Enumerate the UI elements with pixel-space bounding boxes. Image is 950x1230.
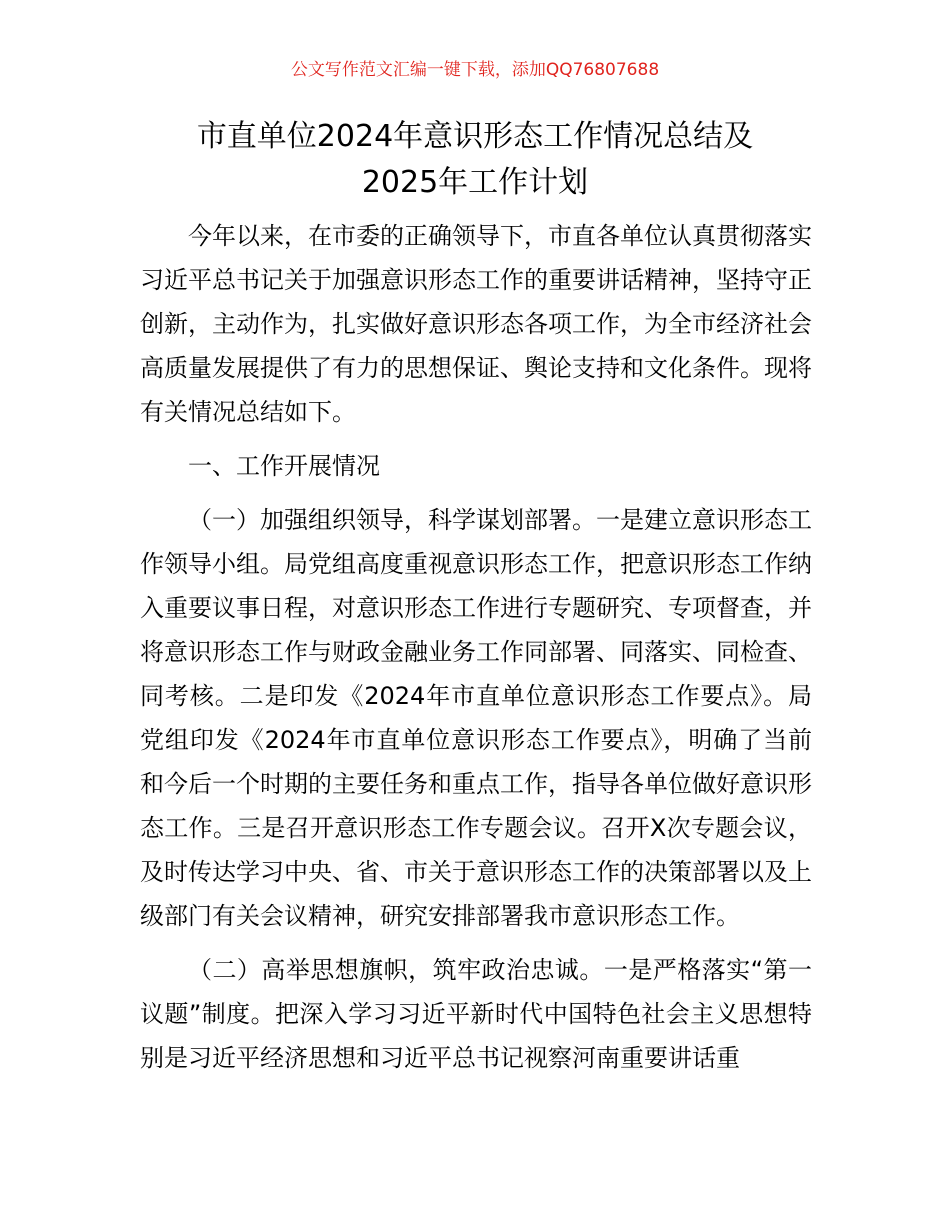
document-title [0,114,950,206]
document-body [140,214,812,1090]
paragraph-intro: 今年以来，在市委的正确领导下，市直各单位认真贯彻落实习近平总书记关于加强意识形态工作的重要讲话精神，坚持守正创新，主动作为，扎实做好意识形态各项工作，为全市经济社会高质量发展提供了有力的思想保证、舆论支持和文化条件。现将有关情况总结如下。 [140,222,812,426]
download-banner: 公文写作范文汇编一键下载，添加QQ76807688 [290,60,660,80]
paragraph-section-1-2: （二）高举思想旗帜，筑牢政治忠诚。一是严格落实“第一议题”制度。把深入学习习近平新时代中国特色社会主义思想特别是习近平经济思想和习近平总书记视察河南重要讲话重 [140,956,812,1072]
section-heading-1: 一、工作开展情况 [188,452,380,480]
title-line-1: 市直单位2024年意识形态工作情况总结及 [196,119,754,154]
paragraph-section-1-1: （一）加强组织领导，科学谋划部署。一是建立意识形态工作领导小组。局党组高度重视意识形态工作，把意识形态工作纳入重要议事日程，对意识形态工作进行专题研究、专项督查，并将意识形态工作与财政金融业务工作同部署、同落实、同检查、同考核。二是印发《2024年市直单位意识形态工作要点》。局党组印发《2024年市直单位意识形态工作要点》，明确了当前和今后一个时期的主要任务和重点工作，指导各单位做好意识形态工作。三是召开意识形态工作专题会议。召开X次专题会议，及时传达学习中央、省、市关于意识形态工作的决策部署以及上级部门有关会议精神，研究安排部署我市意识形态工作。 [140,506,812,930]
title-line-2: 2025年工作计划 [361,165,589,200]
